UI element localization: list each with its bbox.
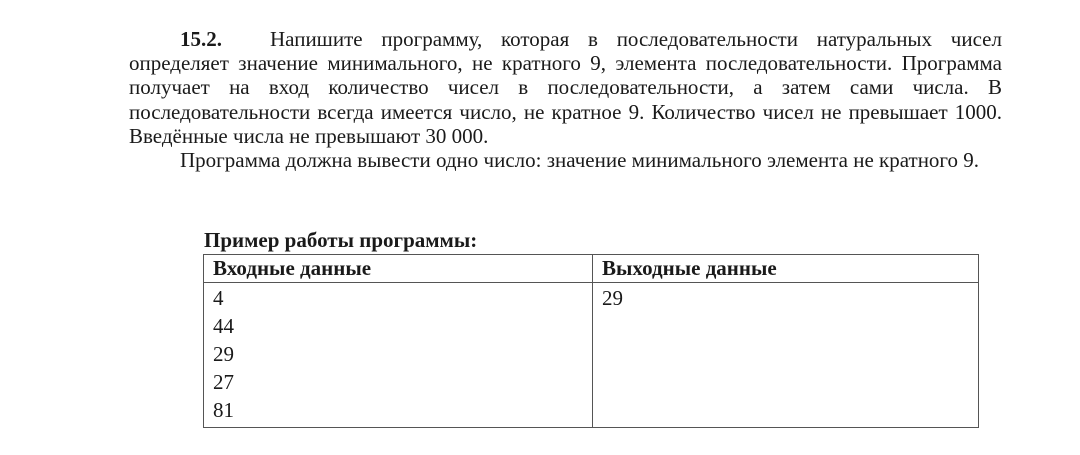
task-number: 15.2. [180, 27, 222, 51]
output-cell [593, 283, 979, 428]
input-line: 44 [213, 314, 234, 338]
input-header: Входные данные [204, 255, 593, 283]
output-line: 29 [602, 286, 623, 310]
task-paragraph-1 [129, 27, 1002, 148]
task-paragraph-2: Программа должна вывести одно число: значение минимального элемента не кратного 9. [180, 148, 980, 173]
table-header-row [204, 255, 979, 283]
input-line: 29 [213, 342, 234, 366]
table-row [204, 283, 979, 428]
cropped-previous-line [128, 0, 258, 4]
input-line: 4 [213, 286, 224, 310]
task-text [129, 27, 1002, 172]
task-statement: Напишите программу, которая в последовательности натуральных чисел определяет значение минимального, не кратного 9, элемента последовательности. Программа получает на вход количество чисел в последовательности, а затем сами числа. В последовательности всегда имеется число, не кратное 9. Количество чисел не превышает 1000. Введённые числа не превышают 30 000. [129, 27, 1002, 148]
input-cell [204, 283, 593, 428]
example-title: Пример работы программы: [204, 228, 478, 252]
input-line: 81 [213, 398, 234, 422]
output-header: Выходные данные [593, 255, 979, 283]
example-table [203, 254, 979, 428]
input-line: 27 [213, 370, 234, 394]
